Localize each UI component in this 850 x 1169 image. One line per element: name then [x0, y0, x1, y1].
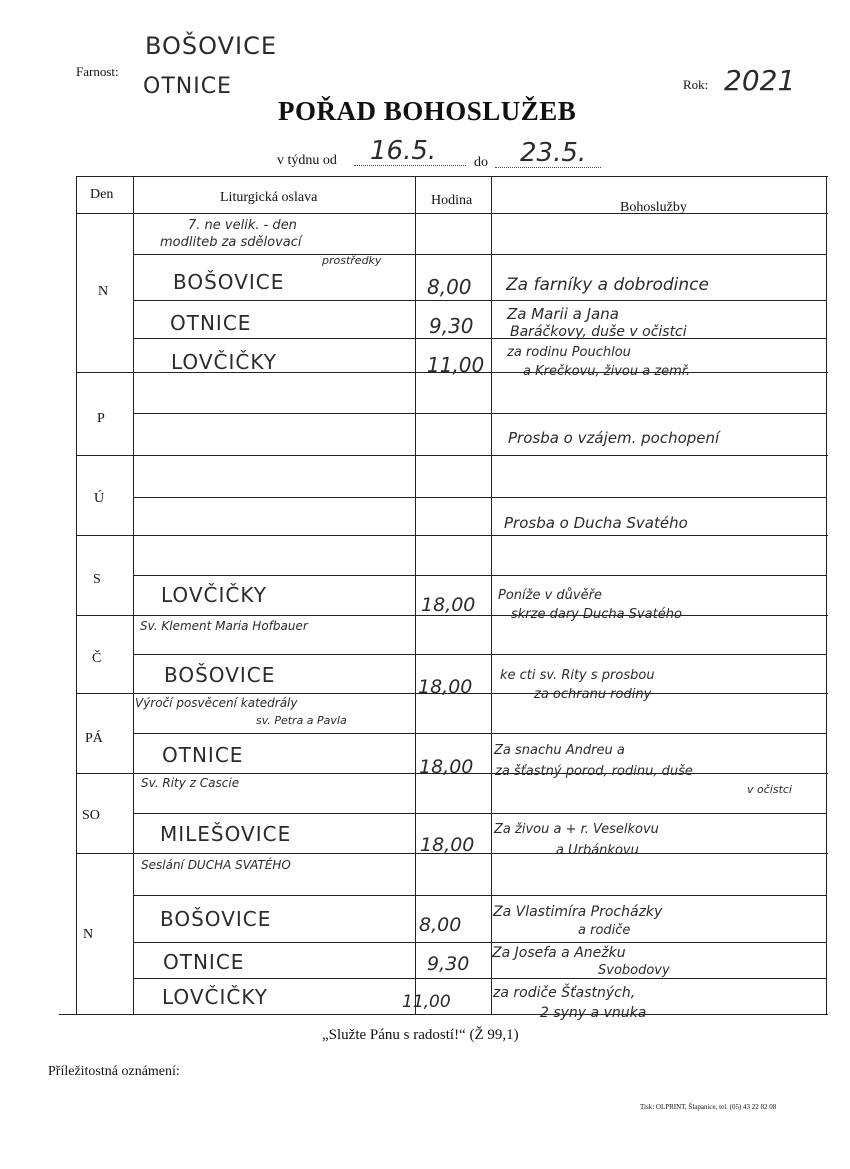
rok-label: Rok:: [683, 77, 709, 92]
printer-note: Tisk: OLPRINT, Šlapanice, tel. (05) 43 22 82 08: [640, 1103, 777, 1111]
page-title: POŘAD BOHOSLUŽEB: [278, 96, 577, 126]
week-from-value: 16.5.: [370, 136, 437, 166]
intention-line: Za snachu Andreu a: [494, 743, 625, 758]
day-label: SO: [82, 808, 100, 823]
day-label: N: [98, 284, 109, 299]
intention-line: v očistci: [747, 783, 792, 796]
intention-line: Svobodovy: [598, 963, 670, 978]
day-label: Ú: [94, 491, 105, 506]
intention-line: ke cti sv. Rity s prosbou: [500, 668, 655, 683]
day-label: S: [93, 572, 101, 587]
place-name: OTNICE: [162, 743, 244, 767]
service-time: 18,00: [421, 594, 476, 616]
intention-line: za rodiče Šťastných,: [493, 985, 636, 1001]
column-header-time: Hodina: [431, 193, 473, 208]
motto: „Služte Pánu s radostí!“ (Ž 99,1): [322, 1027, 519, 1043]
service-time: 8,00: [419, 914, 462, 936]
place-name: OTNICE: [170, 311, 252, 335]
intention-line: za ochranu rodiny: [534, 687, 652, 702]
service-time: 18,00: [418, 676, 473, 698]
farnost-value-1: BOŠOVICE: [145, 32, 278, 60]
celebration-line: sv. Petra a Pavla: [256, 714, 347, 727]
service-time: 8,00: [427, 275, 472, 299]
intention-line: Za živou a + r. Veselkovu: [494, 822, 659, 837]
day-label: Č: [92, 651, 102, 666]
intention-line: 2 syny a vnuka: [540, 1005, 647, 1021]
service-time: 11,00: [427, 353, 485, 377]
intention-line: Poníže v důvěře: [498, 588, 602, 603]
place-name: OTNICE: [163, 950, 245, 974]
service-time: 9,30: [429, 314, 474, 338]
rok-value: 2021: [724, 64, 796, 97]
celebration-line: Sv. Klement Maria Hofbauer: [140, 619, 308, 633]
day-label: P: [97, 411, 105, 426]
celebration-line: modliteb za sdělovací: [160, 235, 302, 250]
intention-line: Baráčkovy, duše v očistci: [510, 324, 687, 340]
intention-line: a Urbánkovu: [556, 843, 639, 858]
intention-line: Za Josefa a Anežku: [492, 945, 626, 961]
day-label: PÁ: [85, 731, 103, 746]
place-name: LOVČIČKY: [162, 985, 268, 1009]
place-name: BOŠOVICE: [173, 270, 285, 294]
week-to-label: do: [474, 155, 488, 170]
farnost-label: Farnost:: [76, 64, 119, 79]
intention-line: Prosba o vzájem. pochopení: [508, 429, 720, 447]
service-time: 18,00: [420, 834, 475, 856]
intention-line: Prosba o Ducha Svatého: [504, 514, 688, 532]
celebration-line: Sv. Rity z Cascie: [141, 776, 240, 790]
service-time: 9,30: [427, 953, 470, 975]
day-label: N: [83, 927, 94, 942]
celebration-line: Výročí posvěcení katedrály: [135, 696, 298, 710]
intention-line: Za Marii a Jana: [507, 305, 619, 323]
announcements-label: Příležitostná oznámení:: [48, 1064, 180, 1079]
farnost-value-2: OTNICE: [143, 74, 232, 99]
column-header-celebration: Liturgická oslava: [220, 190, 318, 205]
place-name: MILEŠOVICE: [160, 822, 292, 846]
place-name: LOVČIČKY: [171, 350, 277, 374]
celebration-line: Seslání DUCHA SVATÉHO: [141, 858, 291, 872]
intention-line: za rodinu Pouchlou: [507, 345, 631, 360]
celebration-line: 7. ne velik. - den: [188, 218, 297, 233]
celebration-line: prostředky: [322, 254, 382, 267]
place-name: BOŠOVICE: [160, 907, 272, 931]
place-name: LOVČIČKY: [161, 583, 267, 607]
intention-line: Za farníky a dobrodince: [506, 275, 709, 295]
column-header-services: Bohoslužby: [620, 200, 687, 215]
week-to-value: 23.5.: [520, 138, 587, 168]
column-header-day: Den: [90, 187, 114, 202]
service-time: 18,00: [419, 756, 474, 778]
intention-line: za šťastný porod, rodinu, duše: [495, 764, 693, 779]
place-name: BOŠOVICE: [164, 663, 276, 687]
intention-line: Za Vlastimíra Procházky: [493, 904, 663, 920]
service-time: 11,00: [402, 992, 451, 1012]
intention-line: a rodiče: [578, 923, 631, 938]
intention-line: a Krečkovu, živou a zemř.: [523, 364, 691, 379]
intention-line: skrze dary Ducha Svatého: [511, 607, 682, 622]
week-from-label: v týdnu od: [277, 153, 337, 168]
